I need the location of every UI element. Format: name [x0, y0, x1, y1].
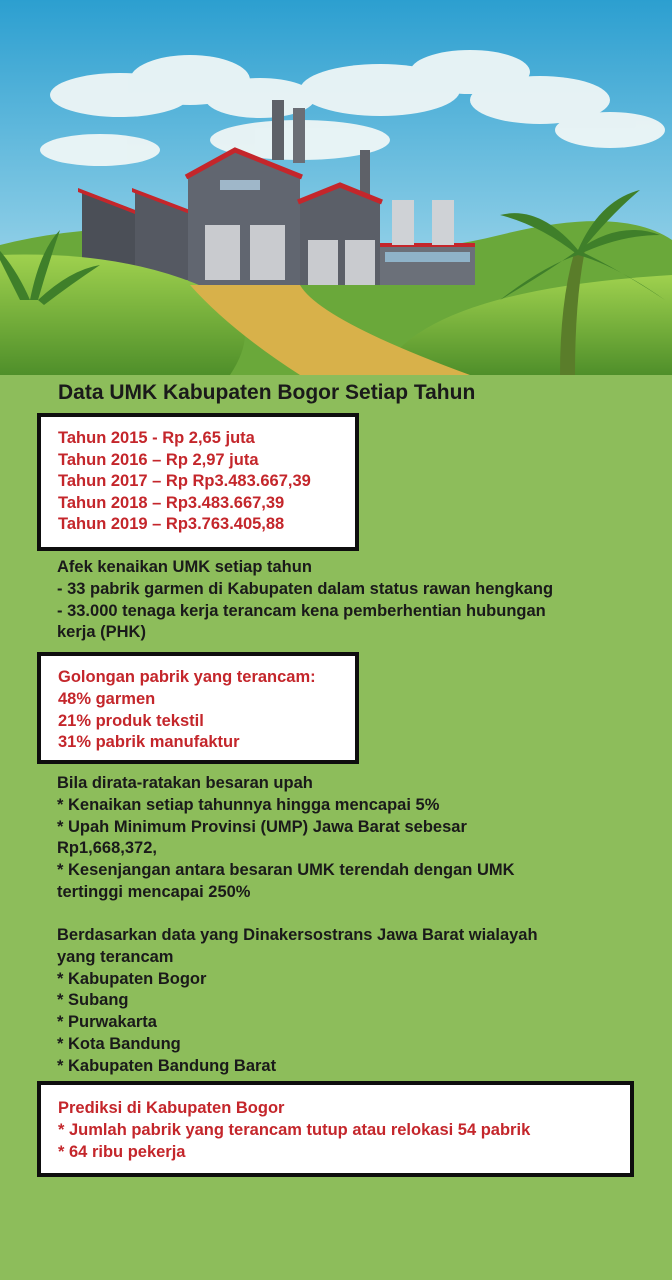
region-item: * Kota Bandung: [57, 1034, 181, 1053]
effects-heading: Afek kenaikan UMK setiap tahun: [57, 558, 312, 576]
averages-section: [57, 773, 515, 904]
averages-item: tertinggi mencapai 250%: [57, 882, 251, 901]
factory-landscape-illustration: [0, 0, 672, 375]
threatened-groups-box: [37, 652, 359, 764]
page-title: Data UMK Kabupaten Bogor Setiap Tahun: [58, 381, 476, 404]
umk-year-2016: Tahun 2016 – Rp 2,97 juta: [58, 450, 259, 469]
regions-section: [57, 925, 538, 1078]
umk-year-2015: Tahun 2015 - Rp 2,65 juta: [58, 429, 255, 447]
prediction-box: [37, 1081, 634, 1177]
umk-year-box: [37, 413, 359, 551]
effects-item: kerja (PHK): [57, 623, 146, 642]
region-item: * Purwakarta: [57, 1013, 157, 1032]
content-area: [0, 375, 672, 1280]
umk-year-2018: Tahun 2018 – Rp3.483.667,39: [58, 493, 285, 512]
umk-year-2019: Tahun 2019 – Rp3.763.405,88: [58, 515, 285, 534]
region-item: * Kabupaten Bogor: [57, 969, 207, 988]
regions-heading: Berdasarkan data yang Dinakersostrans Jawa Barat wialayah: [57, 926, 538, 944]
region-item: * Subang: [57, 991, 129, 1010]
prediction-item: * 64 ribu pekerja: [58, 1142, 186, 1161]
effects-item: - 33.000 tenaga kerja terancam kena pemberhentian hubungan: [57, 601, 546, 620]
groups-heading: Golongan pabrik yang terancam:: [58, 668, 316, 686]
group-item: 21% produk tekstil: [58, 711, 204, 730]
prediction-item: * Jumlah pabrik yang terancam tutup atau relokasi 54 pabrik: [58, 1120, 531, 1139]
averages-item: * Kenaikan setiap tahunnya hingga mencapai 5%: [57, 795, 440, 814]
averages-item: * Upah Minimum Provinsi (UMP) Jawa Barat sebesar: [57, 817, 467, 836]
averages-item: Rp1,668,372,: [57, 839, 157, 858]
averages-heading: Bila dirata-ratakan besaran upah: [57, 774, 313, 792]
group-item: 31% pabrik manufaktur: [58, 733, 240, 752]
umk-year-2017: Tahun 2017 – Rp Rp3.483.667,39: [58, 472, 311, 491]
effects-section: [57, 557, 553, 644]
region-item: * Kabupaten Bandung Barat: [57, 1056, 277, 1075]
regions-heading: yang terancam: [57, 947, 174, 966]
effects-item: - 33 pabrik garmen di Kabupaten dalam status rawan hengkang: [57, 579, 554, 598]
group-item: 48% garmen: [58, 689, 156, 708]
prediction-heading: Prediksi di Kabupaten Bogor: [58, 1099, 285, 1117]
averages-item: * Kesenjangan antara besaran UMK terendah dengan UMK: [57, 861, 515, 880]
